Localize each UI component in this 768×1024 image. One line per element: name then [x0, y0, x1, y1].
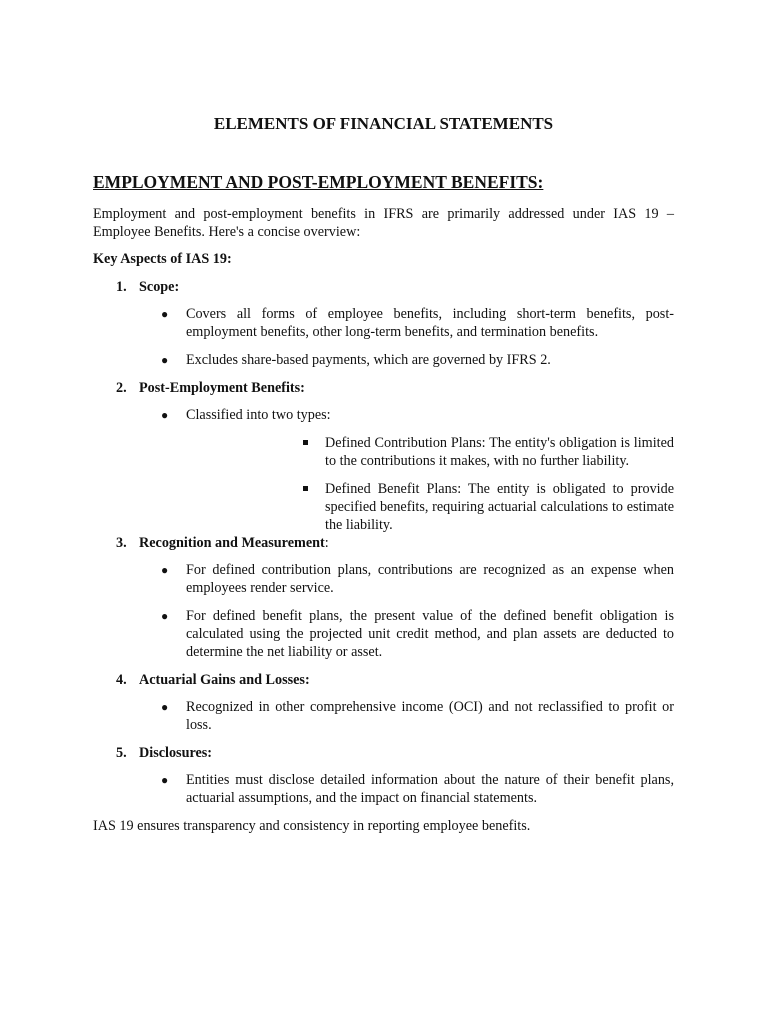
aspect-heading: Disclosures: [139, 745, 213, 761]
sub-bullet-text: Defined Contribution Plans: The entity's obligation is limited to the contributions it makes, with no further liability. [325, 435, 674, 469]
square-bullet-icon [303, 486, 308, 491]
list-item [93, 305, 674, 341]
bullet-text: Covers all forms of employee benefits, including short-term benefits, post-employment benefits, other long-term benefits, and termination benefits. [186, 306, 674, 340]
bullet-text: Excludes share-based payments, which are governed by IFRS 2. [186, 352, 551, 368]
list-item [93, 351, 674, 369]
aspect-recognition-measurement [93, 534, 674, 661]
bullet-text: For defined benefit plans, the present value of the defined benefit obligation is calculated using the projected unit credit method, and plan assets are deducted to determine the net liability or asset. [186, 608, 674, 660]
bullet-icon: ● [161, 353, 169, 367]
bullet-list [93, 406, 674, 534]
list-item [93, 698, 674, 734]
aspect-scope [93, 278, 674, 369]
bullet-text: Classified into two types: [186, 407, 331, 423]
list-item [93, 607, 674, 661]
list-item [93, 561, 674, 597]
intro-paragraph: Employment and post-employment benefits in IFRS are primarily addressed under IAS 19 – Employee Benefits. Here's a concise overview: [93, 206, 674, 240]
bullet-list [93, 698, 674, 734]
bullet-icon: ● [161, 307, 169, 321]
aspect-number: 2. [116, 380, 127, 396]
bullet-icon: ● [161, 408, 169, 422]
list-item [93, 406, 674, 534]
sub-bullet-text: Defined Benefit Plans: The entity is obligated to provide specified benefits, requiring actuarial calculations to estimate the liability. [325, 481, 674, 533]
aspect-disclosures [93, 744, 674, 807]
aspect-number: 4. [116, 672, 127, 688]
bullet-list [93, 771, 674, 807]
aspect-heading: Recognition and Measurement [139, 535, 325, 551]
aspect-heading: Post-Employment Benefits: [139, 380, 305, 396]
bullet-list [93, 561, 674, 661]
bullet-list [93, 305, 674, 369]
aspect-post-employment-benefits [93, 379, 674, 534]
closing-paragraph: IAS 19 ensures transparency and consistency in reporting employee benefits. [93, 818, 531, 834]
aspect-heading: Scope: [139, 279, 180, 295]
section-heading: EMPLOYMENT AND POST-EMPLOYMENT BENEFITS: [93, 172, 544, 192]
bullet-icon: ● [161, 563, 169, 577]
aspect-heading-suffix: : [324, 535, 329, 551]
bullet-icon: ● [161, 609, 169, 623]
bullet-icon: ● [161, 700, 169, 714]
document-title: ELEMENTS OF FINANCIAL STATEMENTS [213, 114, 554, 133]
list-item [186, 434, 674, 470]
bullet-text: Recognized in other comprehensive income (OCI) and not reclassified to profit or loss. [186, 699, 674, 733]
list-item [93, 771, 674, 807]
document-body [93, 205, 674, 835]
aspect-heading: Actuarial Gains and Losses: [139, 672, 310, 688]
aspect-actuarial-gains-losses [93, 671, 674, 734]
aspect-number: 1. [116, 279, 127, 295]
aspects-list [93, 278, 674, 807]
square-bullet-icon [303, 440, 308, 445]
list-item [186, 480, 674, 534]
bullet-icon: ● [161, 773, 169, 787]
key-aspects-label: Key Aspects of IAS 19: [93, 251, 232, 267]
bullet-text: Entities must disclose detailed information about the nature of their benefit plans, actuarial assumptions, and the impact on financial statements. [186, 772, 674, 806]
aspect-number: 3. [116, 535, 127, 551]
bullet-text: For defined contribution plans, contributions are recognized as an expense when employees render service. [186, 562, 674, 596]
aspect-number: 5. [116, 745, 127, 761]
sub-bullet-list [186, 434, 674, 534]
